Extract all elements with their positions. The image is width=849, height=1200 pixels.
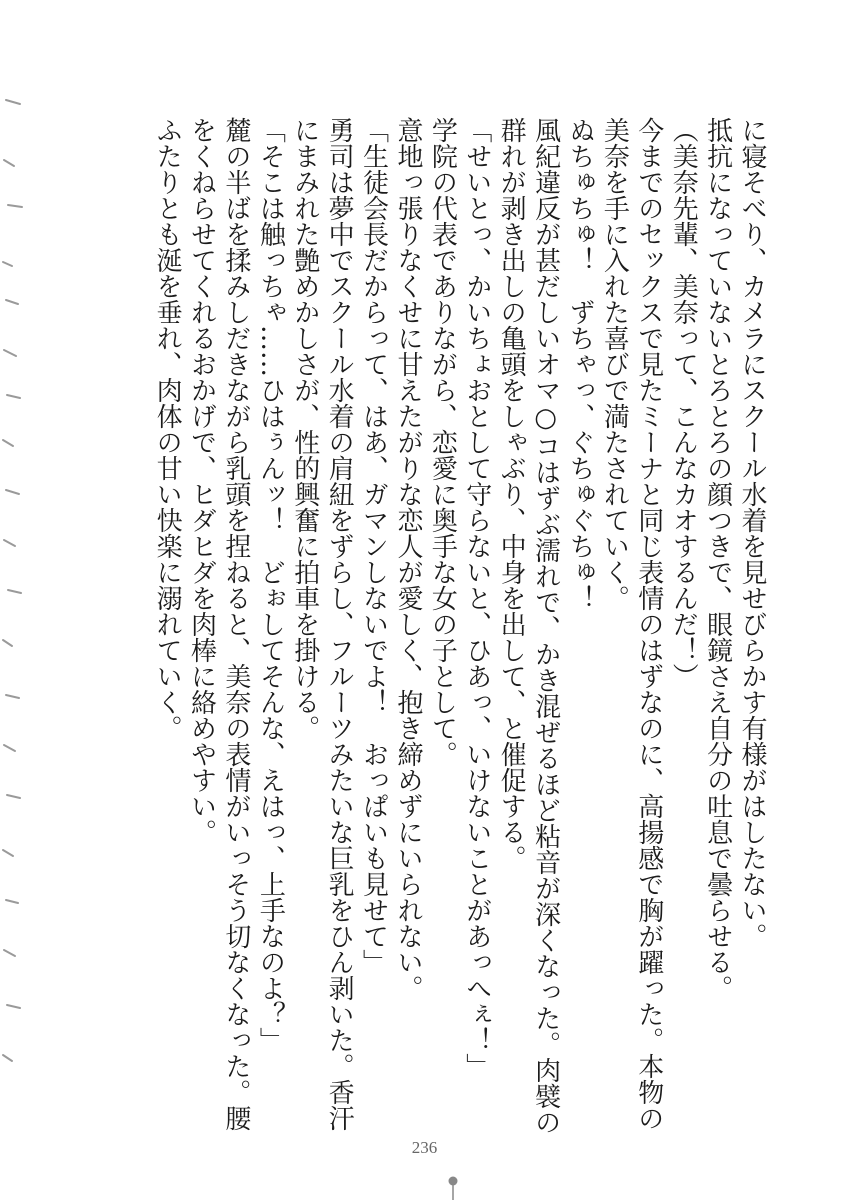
- text-line: にまみれた艶めかしさが、性的興奮に拍車を掛ける。: [289, 117, 320, 741]
- page-number: 236: [411, 1138, 438, 1157]
- vertical-text-body: [150, 117, 769, 1135]
- text-line: 今までのセックスで見たミーナと同じ表情のはずなのに、高揚感で胸が躍った。本物の: [633, 117, 664, 1131]
- text-line: 「せいとっ、かいちょおとして守らないと、ひあっ、いけないことがあっへぇ！」: [461, 117, 492, 1079]
- left-margin-marks: [0, 0, 30, 1200]
- text-line: 麓の半ばを揉みしだきながら乳頭を捏ねると、美奈の表情がいっそう切なくなった。腰: [220, 117, 251, 1131]
- text-line: 勇司は夢中でスクール水着の肩紐をずらし、フルーツみたいな巨乳をひん剥いた。香汗: [324, 117, 355, 1131]
- text-line: 抵抗になっていないとろとろの顔つきで、眼鏡さえ自分の吐息で曇らせる。: [702, 117, 733, 1001]
- text-line: 「そこは触っちゃ……ひはぅんッ！ どぉしてそんな、えはっ、上手なのよ？」: [255, 117, 286, 1053]
- footer-dot: [449, 1177, 458, 1186]
- text-line: をくねらせてくれるおかげで、ヒダヒダを肉棒に絡めやすい。: [186, 117, 217, 845]
- text-line: （美奈先輩、美奈って、こんなカオするんだ！）: [668, 117, 699, 689]
- text-line: 美奈を手に入れた喜びで満たされていく。: [599, 117, 630, 611]
- text-line: に寝そべり、カメラにスクール水着を見せびらかす有様がはしたない。: [737, 117, 767, 949]
- text-line: 風紀違反が甚だしいオマ○コはずぶ濡れで、かき混ぜるほど粘音が深くなった。肉襞の: [530, 117, 561, 1135]
- text-line: ふたりとも涎を垂れ、肉体の甘い快楽に溺れていく。: [152, 117, 183, 741]
- text-line: ぬちゅちゅ！ ずちゃっ、ぐちゅぐちゅ！: [564, 117, 595, 611]
- text-line: 意地っ張りなくせに甘えたがりな恋人が愛しく、抱き締めずにいられない。: [392, 117, 423, 1001]
- text-line: 群れが剥き出しの亀頭をしゃぶり、中身を出して、と催促する。: [496, 117, 527, 871]
- text-line: 「生徒会長だからって、はあ、ガマンしないでよ！ おっぱいも見せて」: [358, 117, 389, 975]
- text-line: 学院の代表でありながら、恋愛に奥手な女の子として。: [427, 117, 458, 767]
